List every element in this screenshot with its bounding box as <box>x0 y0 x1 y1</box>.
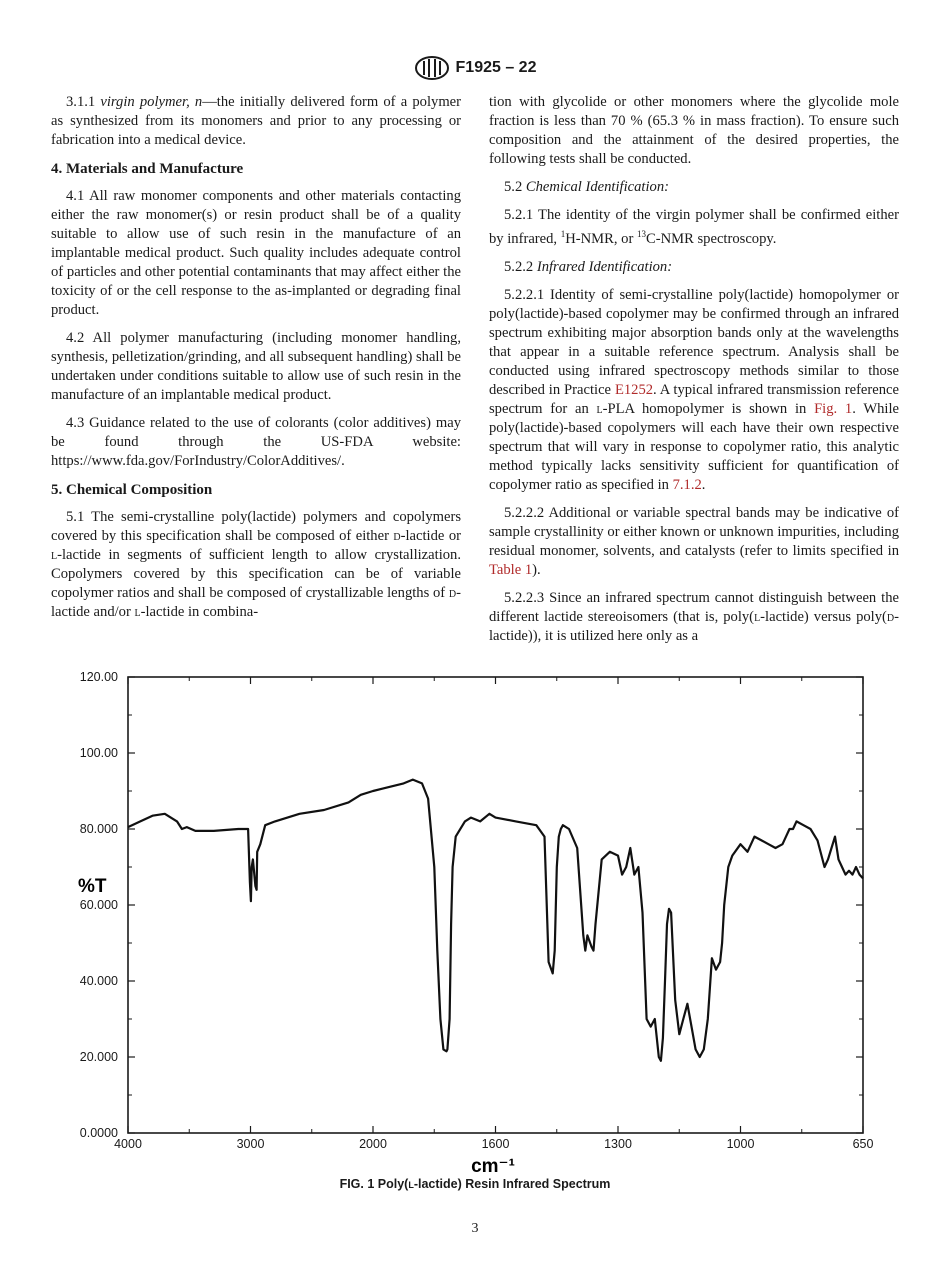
chart-axes <box>128 677 863 1133</box>
paragraph-5-2-1: 5.2.1 The identity of the virgin polymer shall be confirmed either by infrared, $^1$H-NMR, or $^{13}$C-NMR spectroscopy. <box>489 207 899 247</box>
astm-logo-icon <box>414 55 450 81</box>
plot-frame <box>128 677 863 1133</box>
link-fig-1[interactable]: Fig. 1 <box>814 400 853 417</box>
x-tick-label: 2000 <box>359 1137 387 1151</box>
paragraph-5-2-2-3: 5.2.2.3 Since an infrared spectrum cannot distinguish between the different lactide stereoisomers (that is, poly(l-lactide) versus poly(d-lactide)), it is utilized here only as a <box>489 589 899 644</box>
paragraph-4-1: 4.1 All raw monomer components and other materials contacting either the raw monomer(s) or resin product shall be of a quality suitable to allow use of such resin in the manufacture of an implantable medical product. Such quality includes adequate control of particles and other potential contaminants that may affect either the toxicity of or the cell response to the as-implanted or degrading final product. <box>51 188 461 318</box>
link-e1252[interactable]: E1252 <box>614 381 654 398</box>
y-tick-label: 60.000 <box>79 898 118 912</box>
paragraph-5-1-continued: tion with glycolide or other monomers where the glycolide mole fraction is less than 70 % (65.3 % in mass fraction). To ensure such composition and the attainment of the desired properties, the following tests shall be conducted. <box>489 94 899 167</box>
right-column <box>489 93 899 655</box>
x-tick-label: 1000 <box>726 1137 755 1151</box>
section-heading-5: 5. Chemical Composition <box>51 482 213 498</box>
chart-y-ticks <box>80 670 863 1140</box>
left-column <box>51 93 461 631</box>
y-tick-label: 40.000 <box>79 974 118 988</box>
ir-spectrum-chart <box>40 660 890 1180</box>
paragraph-5-1: 5.1 The semi-crystalline poly(lactide) polymers and copolymers covered by this specification shall be composed of either d-lactide or l-lactide in segments of sufficient length to allow crystallization. Copolymers covered by this specification can be of variable copolymer ratios and shall be composed of crystallizable lengths of d-lactide and/or l-lactide in combina- <box>51 509 461 620</box>
paragraph-5-2-2-1: 5.2.2.1 Identity of semi-crystalline poly(lactide) homopolymer or poly(lactide)-based copolymer may be confirmed through an infrared spectrum exhibiting major absorption bands only at the wavelengths that appear in a suitable reference spectrum. Analysis shall be conducted using infrared spectroscopy methods similar to those described in Practice E1252. A typical infrared transmission reference spectrum for an l-PLA homopolymer is shown in Fig. 1. While poly(lactide)-based copolymers will each have their own respective spectrum that will vary in response to copolymer ratio, this analytic method typically lacks sensitivity sufficient for quantification of copolymer ratio as specified in 7.1.2. <box>489 286 900 493</box>
x-tick-label: 650 <box>852 1137 874 1151</box>
paragraph-5-2-2: 5.2.2 Infrared Identification: <box>504 258 673 275</box>
document-number: F1925 – 22 <box>455 59 537 76</box>
paragraph-5-2-2-2: 5.2.2.2 Additional or variable spectral bands may be indicative of sample crystallinity or either known or unknown impurities, including residual monomer, solvents, and catalysts (refer to limits specified in Table 1). <box>489 504 899 578</box>
paragraph-4-2: 4.2 All polymer manufacturing (including monomer handling, synthesis, pelletization/grinding, and all subsequent handling) shall be undertaken under conditions suitable to allow use of such resin in the manufacture of an implantable medical product. <box>51 330 461 403</box>
page-number: 3 <box>471 1221 479 1236</box>
x-tick-label: 1600 <box>481 1137 510 1151</box>
x-tick-label: 4000 <box>114 1137 142 1151</box>
link-table-1[interactable]: Table 1 <box>489 561 533 578</box>
spectrum-line <box>128 780 863 1061</box>
y-axis-label: %T <box>78 876 107 897</box>
figure-caption: FIG. 1 Poly(l-lactide) Resin Infrared Spectrum <box>339 1177 611 1191</box>
page-header <box>0 55 950 81</box>
link-7-1-2[interactable]: 7.1.2 <box>672 476 702 493</box>
x-axis-label: cm⁻¹ <box>471 1156 515 1177</box>
paragraph-3-1-1: 3.1.1 virgin polymer, n—the initially delivered form of a polymer as synthesized from its monomers and prior to any processing or fabrication into a medical device. <box>51 94 462 148</box>
chart-x-ticks <box>114 677 873 1151</box>
section-heading-4: 4. Materials and Manufacture <box>51 161 244 177</box>
paragraph-5-2: 5.2 Chemical Identification: <box>504 179 669 195</box>
chart-series <box>128 780 863 1061</box>
y-tick-label: 120.00 <box>79 670 118 684</box>
paragraph-4-3: 4.3 Guidance related to the use of colorants (color additives) may be found through the US-FDA website: https://www.fda.gov/ForIndustry/ColorAdditives/. <box>51 415 461 469</box>
y-tick-label: 80.000 <box>79 822 118 836</box>
y-tick-label: 20.000 <box>79 1050 118 1064</box>
x-tick-label: 3000 <box>236 1137 265 1151</box>
y-tick-label: 0.0000 <box>79 1126 118 1140</box>
x-tick-label: 1300 <box>604 1137 632 1151</box>
y-tick-label: 100.00 <box>79 746 118 760</box>
